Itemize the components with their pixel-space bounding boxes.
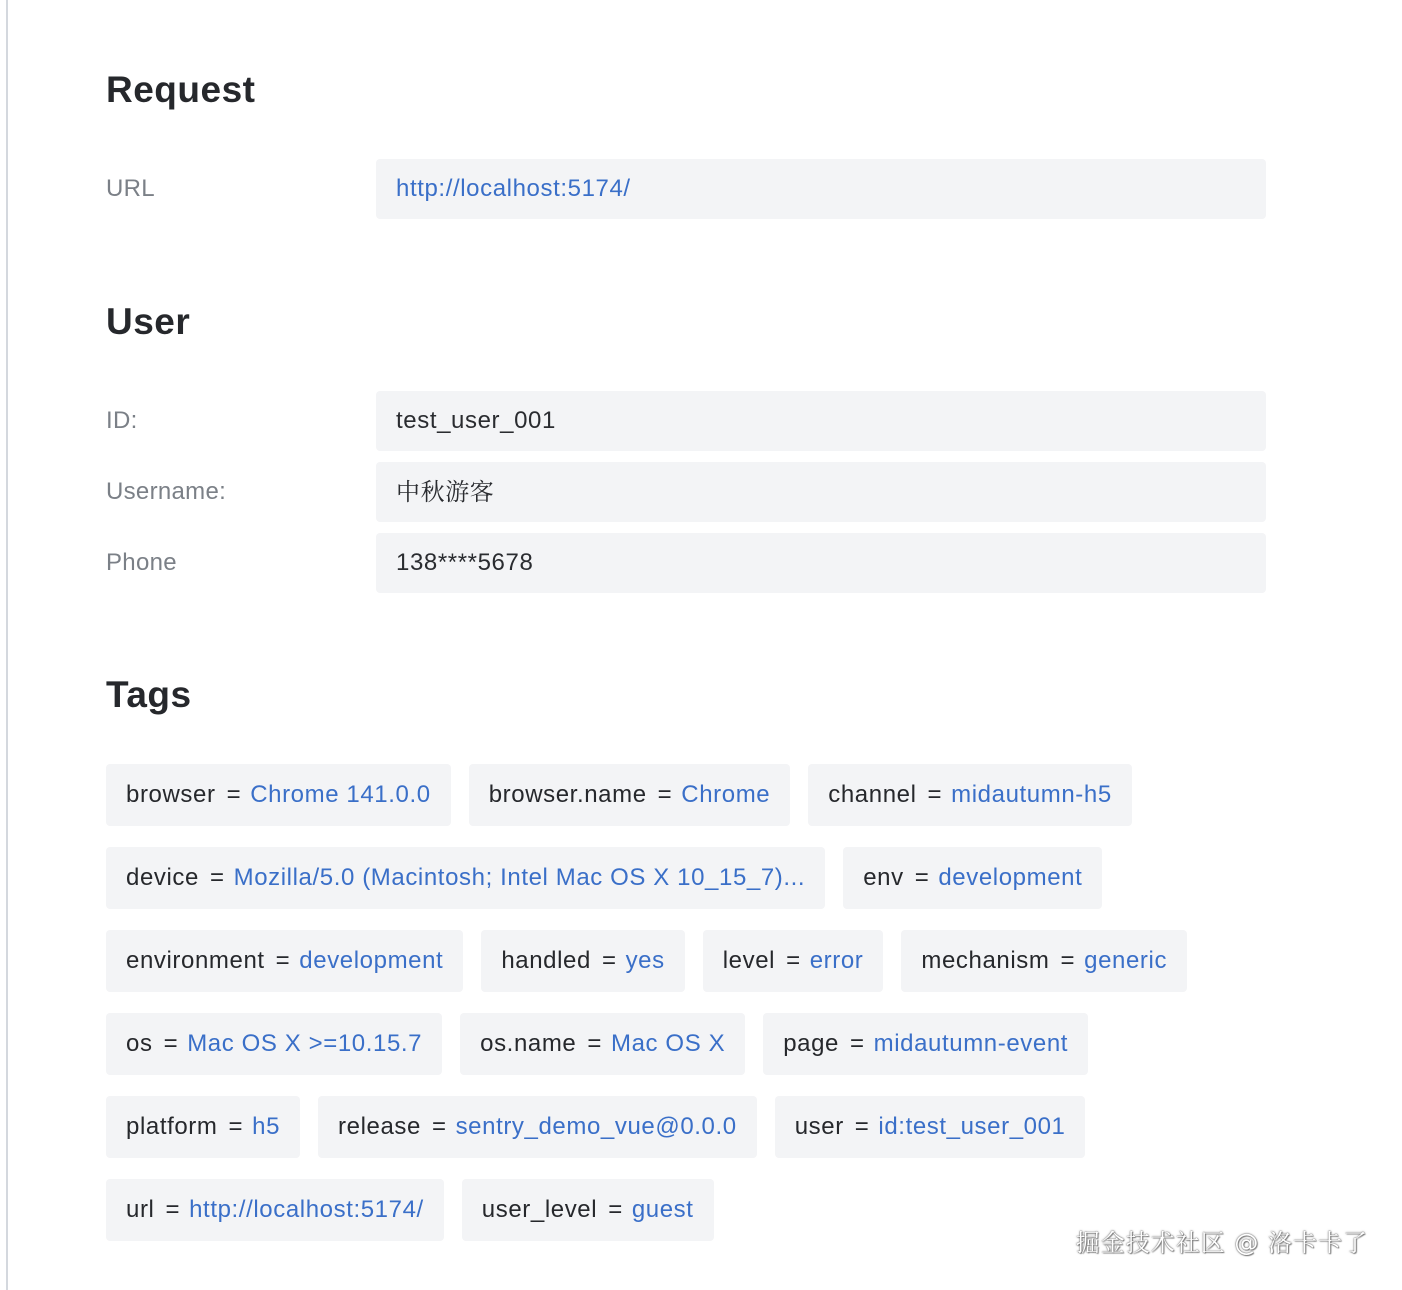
tag-os[interactable] — [106, 1013, 442, 1075]
username-value: 中秋游客 — [376, 462, 1266, 522]
tag-value: generic — [1084, 947, 1168, 974]
tag-row — [106, 847, 1102, 909]
phone-label: Phone — [106, 549, 177, 576]
tag-key: env — [863, 864, 904, 891]
tag-key: level — [722, 947, 776, 974]
tag-row — [106, 1179, 714, 1241]
tag-key: handled — [501, 947, 591, 974]
tag-environment[interactable] — [106, 930, 463, 992]
username-label: Username: — [106, 478, 227, 505]
tag-value: midautumn-event — [873, 1030, 1069, 1057]
tag-equals: = — [854, 1113, 870, 1140]
tag-device[interactable] — [106, 847, 825, 909]
tag-value: http://localhost:5174/ — [189, 1196, 424, 1223]
user-id-row — [106, 391, 1286, 451]
tag-key: release — [338, 1113, 421, 1140]
tag-page[interactable] — [763, 1013, 1088, 1075]
tag-equals: = — [1060, 947, 1076, 974]
tag-key: url — [126, 1196, 155, 1223]
tag-equals: = — [849, 1030, 865, 1057]
tag-equals: = — [914, 864, 930, 891]
tag-channel[interactable] — [808, 764, 1132, 826]
watermark: 掘金技术社区 @ 洛卡卡了 — [1075, 1229, 1368, 1257]
tag-row — [106, 930, 1187, 992]
tag-value: Chrome 141.0.0 — [250, 781, 431, 808]
tag-browser-name[interactable] — [469, 764, 791, 826]
url-label: URL — [106, 175, 155, 202]
tag-value: sentry_demo_vue@0.0.0 — [455, 1113, 737, 1140]
tag-row — [106, 1096, 1085, 1158]
tag-value: development — [299, 947, 444, 974]
phone-row — [106, 533, 1286, 593]
tag-value: h5 — [252, 1113, 281, 1140]
tag-user[interactable] — [775, 1096, 1086, 1158]
tag-value: id:test_user_001 — [878, 1113, 1066, 1140]
tag-key: user_level — [481, 1196, 598, 1223]
phone-value: 138****5678 — [376, 533, 1266, 593]
tag-browser[interactable] — [106, 764, 451, 826]
tag-equals: = — [228, 1113, 244, 1140]
tag-release[interactable] — [318, 1096, 757, 1158]
tag-equals: = — [163, 1030, 179, 1057]
tag-equals: = — [165, 1196, 181, 1223]
tag-equals: = — [226, 781, 242, 808]
left-border — [6, 0, 8, 1290]
tag-value: Mozilla/5.0 (Macintosh; Intel Mac OS X 10_15_7)... — [233, 864, 806, 891]
url-link[interactable]: http://localhost:5174/ — [376, 159, 1266, 219]
tag-equals: = — [657, 781, 673, 808]
tag-key: user — [794, 1113, 844, 1140]
tag-key: os — [126, 1030, 153, 1057]
tag-equals: = — [275, 947, 291, 974]
tag-level[interactable] — [703, 930, 884, 992]
username-row — [106, 462, 1286, 522]
tag-equals: = — [587, 1030, 603, 1057]
user-id-label: ID: — [106, 407, 138, 434]
tag-equals: = — [927, 781, 943, 808]
tag-value: Mac OS X — [611, 1030, 726, 1057]
tag-handled[interactable] — [481, 930, 684, 992]
tag-key: page — [783, 1030, 839, 1057]
tag-env[interactable] — [843, 847, 1102, 909]
tag-url[interactable] — [106, 1179, 444, 1241]
tag-row — [106, 1013, 1088, 1075]
tag-user-level[interactable] — [462, 1179, 714, 1241]
tag-key: browser.name — [488, 781, 647, 808]
request-section-title: Request — [106, 69, 256, 110]
user-section-title: User — [106, 301, 191, 342]
tag-os-name[interactable] — [460, 1013, 745, 1075]
tag-equals: = — [209, 864, 225, 891]
tag-equals: = — [786, 947, 801, 974]
tag-mechanism[interactable] — [901, 930, 1187, 992]
user-id-value: test_user_001 — [376, 391, 1266, 451]
tag-key: browser — [126, 781, 216, 808]
tag-key: platform — [126, 1113, 218, 1140]
tag-value: yes — [625, 947, 665, 974]
tag-equals: = — [431, 1113, 447, 1140]
tag-key: os.name — [480, 1030, 577, 1057]
tag-platform[interactable] — [106, 1096, 300, 1158]
tag-value: guest — [631, 1196, 694, 1223]
tag-key: environment — [126, 947, 265, 974]
tag-equals: = — [601, 947, 617, 974]
tag-key: mechanism — [921, 947, 1050, 974]
tag-row — [106, 764, 1132, 826]
tags-section-title: Tags — [106, 674, 192, 715]
tag-key: channel — [828, 781, 917, 808]
tag-value: development — [938, 864, 1083, 891]
tag-value: Mac OS X >=10.15.7 — [187, 1030, 423, 1057]
tag-value: error — [809, 947, 864, 974]
tag-key: device — [126, 864, 199, 891]
tag-value: Chrome — [681, 781, 771, 808]
tag-equals: = — [608, 1196, 623, 1223]
tag-value: midautumn-h5 — [951, 781, 1112, 808]
request-url-row — [106, 159, 1286, 219]
